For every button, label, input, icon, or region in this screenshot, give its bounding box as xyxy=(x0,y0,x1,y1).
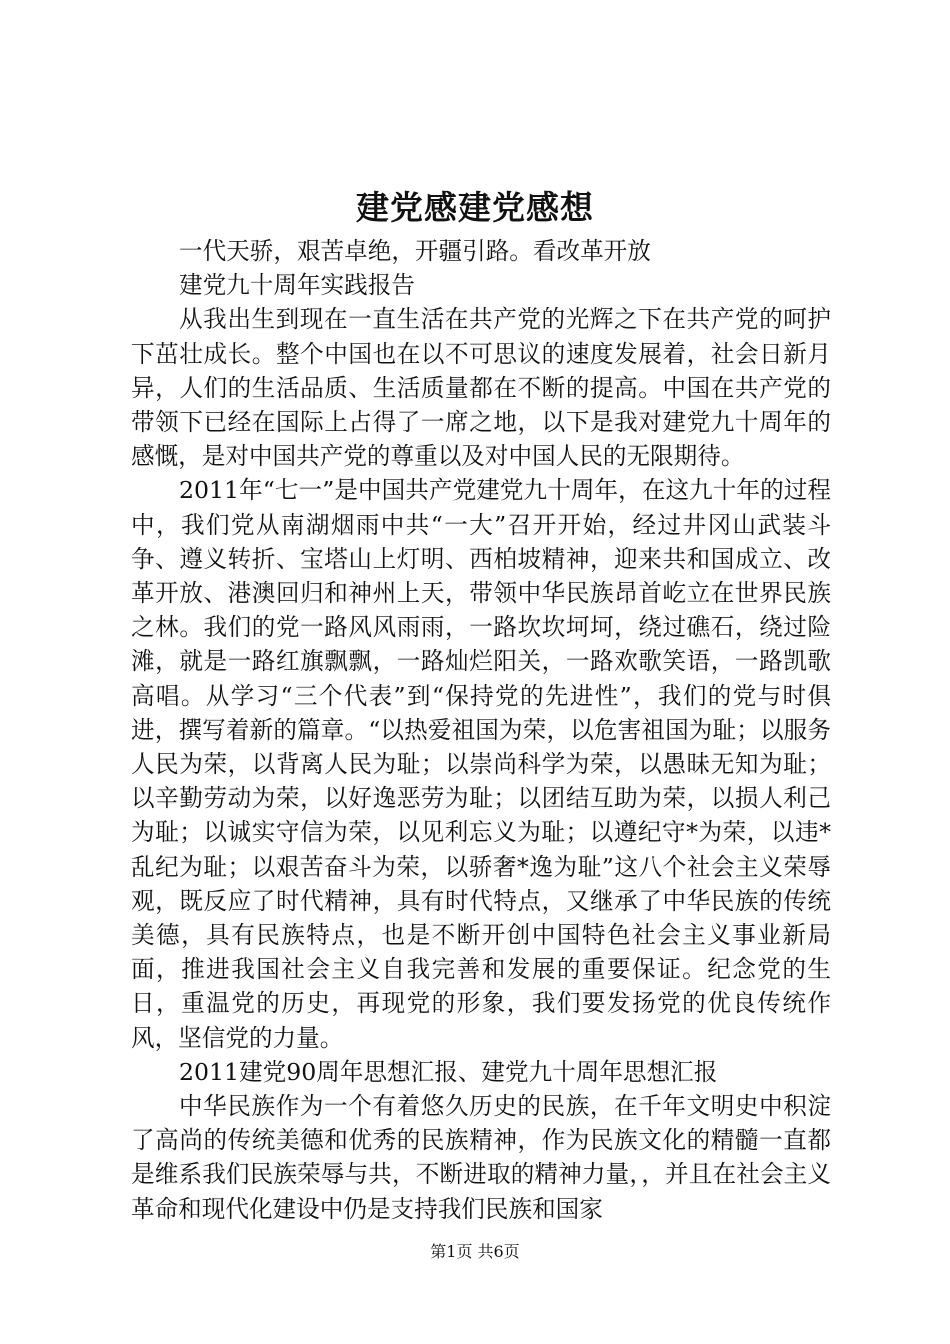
document-title: 建党感建党感想 xyxy=(356,188,594,227)
paragraph-5: 2011建党90周年思想汇报、建党九十周年思想汇报 xyxy=(179,1057,718,1086)
page-number-footer: 第1页 共6页 xyxy=(430,1242,520,1261)
paragraph-6: 中华民族作为一个有着悠久历史的民族，在千年文明史中积淀了高尚的传统美德和优秀的民族精神，作为民族文化的精髓一直都是维系我们民族荣辱与共，不断进取的精神力量，，并且在社会主义革命和现代化建设中仍是支持我们民族和国家 xyxy=(131,1092,831,1223)
paragraph-2: 建党九十周年实践报告 xyxy=(179,271,415,300)
paragraph-3: 从我出生到现在一直生活在共产党的光辉之下在共产党的呵护下茁壮成长。整个中国也在以不可思议的速度发展着，社会日新月异，人们的生活品质、生活质量都在不断的提高。中国在共产党的带领下已经在国际上占得了一席之地，以下是我对建党九十周年的感慨，是对中国共产党的尊重以及对中国人民的无限期待。 xyxy=(131,305,831,471)
paragraph-1: 一代天骄，艰苦卓绝，开疆引路。看改革开放 xyxy=(179,237,651,265)
document-body xyxy=(131,234,831,1226)
paragraph-4: 2011年“七一”是中国共产党建党九十周年，在这九十年的过程中，我们党从南湖烟雨中共“一大”召开开始，经过井冈山武装斗争、遵义转折、宝塔山上灯明、西柏坡精神，迎来共和国成立、改革开放、港澳回归和神州上天，带领中华民族昂首屹立在世界民族之林。我们的党一路风风雨雨，一路坎坎坷坷，绕过礁石，绕过险滩，就是一路红旗飘飘，一路灿烂阳关，一路欢歌笑语，一路凯歌高唱。从学习“三个代表”到“保持党的先进性”，我们的党与时俱进，撰写着新的篇章。“以热爱祖国为荣，以危害祖国为耻；以服务人民为荣，以背离人民为耻；以崇尚科学为荣，以愚昧无知为耻；以辛勤劳动为荣，以好逸恶劳为耻；以团结互助为荣，以损人利己为耻；以诚实守信为荣，以见利忘义为耻；以遵纪守*为荣，以违*乱纪为耻；以艰苦奋斗为荣，以骄奢*逸为耻”这八个社会主义荣辱观，既反应了时代精神，具有时代特点，又继承了中华民族的传统美德，具有民族特点，也是不断开创中国特色社会主义事业新局面，推进我国社会主义自我完善和发展的重要保证。纪念党的生日，重温党的历史，再现党的形象，我们要发扬党的优良传统作风，坚信党的力量。 xyxy=(131,476,831,1052)
